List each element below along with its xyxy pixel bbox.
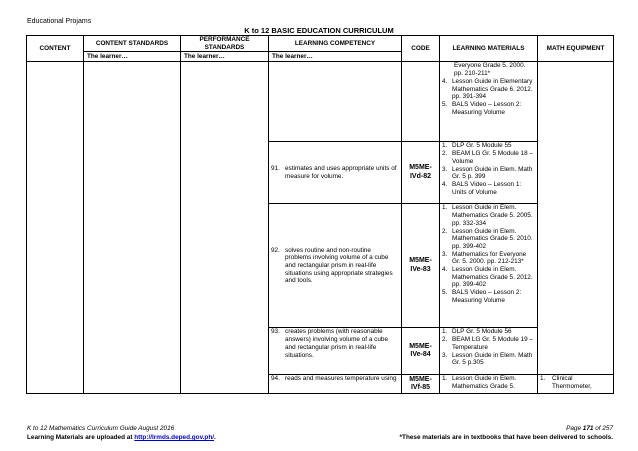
list-item: 5. BALS Video – Lesson 2: Measuring Volume: [442, 289, 522, 304]
content-cell: [27, 62, 84, 394]
list-item: 4. Lesson Guide in Elem. Mathematics Grade 5. 2012. pp. 399-402: [442, 266, 533, 289]
col-content-standards: CONTENT STANDARDS: [84, 36, 181, 52]
list-item: 2. Lesson Guide in Elem. Mathematics Grade 5. 2010. pp. 399-402: [442, 227, 533, 250]
list-item: 4. BALS Video – Lesson 1: Units of Volume: [442, 180, 522, 196]
competency-cell: 93. creates problems (with reasonable answers) involving volume of a cube and rectangular prism in real-life situations.: [269, 328, 402, 375]
page-title: K to 12 BASIC EDUCATION CURRICULUM: [244, 26, 394, 35]
col-learning-competency: LEARNING COMPETENCY: [269, 36, 402, 52]
materials-cell: [440, 62, 538, 142]
materials-continuation: Everyone Grade 5. 2000. pp. 210-211*: [454, 62, 526, 78]
materials-cell: [440, 142, 538, 204]
sub-content-standards: The learner…: [84, 52, 181, 62]
list-item: 2. BEAM LG Gr. 5 Module 19 – Temperature: [442, 336, 533, 351]
table-row: [27, 62, 614, 142]
curriculum-table: [26, 35, 614, 394]
equipment-cell: [538, 62, 614, 375]
competency-cell: 94. reads and measures temperature using: [269, 375, 402, 394]
col-code: CODE: [402, 36, 440, 62]
materials-cell: [440, 375, 538, 394]
competency-cell: [269, 62, 402, 142]
sub-performance-standards: The learner…: [181, 52, 269, 62]
footer-note: *These materials are in textbooks that have been delivered to schools.: [399, 434, 613, 441]
code-cell: M5ME-IVd-82: [402, 142, 440, 204]
content-standards-cell: [84, 62, 181, 394]
sub-learning-competency: The learner…: [269, 52, 402, 62]
code-cell: M5ME-IVf-85: [402, 375, 440, 394]
code-cell: M5ME-IVe-84: [402, 328, 440, 375]
page-number: Page 171 of 257: [566, 425, 613, 432]
list-item: 3. Lesson Guide in Elem. Math Gr. 5 p. 399: [442, 165, 533, 181]
list-item: 1. Lesson Guide in Elem. Mathematics Grade 5. 2005. pp. 332-334: [442, 204, 533, 227]
list-item: 1. DLP Gr. 5 Module 55: [442, 142, 512, 150]
code-cell: M5ME-IVe-83: [402, 204, 440, 328]
list-item: 3. Mathematics for Everyone Gr. 5. 2000. pp. 212-213*: [442, 250, 527, 266]
equipment-cell: [538, 375, 614, 394]
materials-cell: [440, 204, 538, 328]
competency-cell: 92. solves routine and non-routine problems involving volume of a cube and rectangular prism in real-life situations using appropriate strategies and tools.: [269, 204, 402, 328]
col-content: CONTENT: [27, 36, 84, 62]
list-item: 1. DLP Gr. 5 Module 56: [442, 328, 512, 336]
organization-label: Educational Projams: [27, 18, 92, 25]
list-item: 1. Lesson Guide in Elem. Mathematics Grade 5.: [442, 375, 517, 391]
col-learning-materials: LEARNING MATERIALS: [440, 36, 538, 62]
performance-standards-cell: [181, 62, 269, 394]
code-cell: [402, 62, 440, 142]
competency-cell: 91. estimates and uses appropriate units of measure for volume.: [269, 142, 402, 204]
lrmds-link[interactable]: http://lrmds.deped.gov.ph/: [134, 434, 215, 441]
list-item: 5. BALS Video – Lesson 2: Measuring Volume: [442, 100, 522, 116]
footer-guide: K to 12 Mathematics Curriculum Guide August 2016: [27, 425, 175, 432]
list-item: 2. BEAM LG Gr. 5 Module 18 – Volume: [442, 150, 533, 165]
col-performance-standards: PERFORMANCE STANDARDS: [181, 36, 269, 52]
list-item: 3. Lesson Guide in Elem. Math Gr. 5 p.305: [442, 351, 533, 367]
materials-cell: [440, 328, 538, 375]
col-math-equipment: MATH EQUIPMENT: [538, 36, 614, 62]
list-item: 4. Lesson Guide in Elementary Mathematics Grade 6. 2012. pp. 391-394: [442, 77, 533, 101]
footer-uploaded: Learning Materials are uploaded at http://lrmds.deped.gov.ph/.: [27, 434, 216, 441]
list-item: 1. Clinical Thermometer,: [540, 375, 592, 391]
